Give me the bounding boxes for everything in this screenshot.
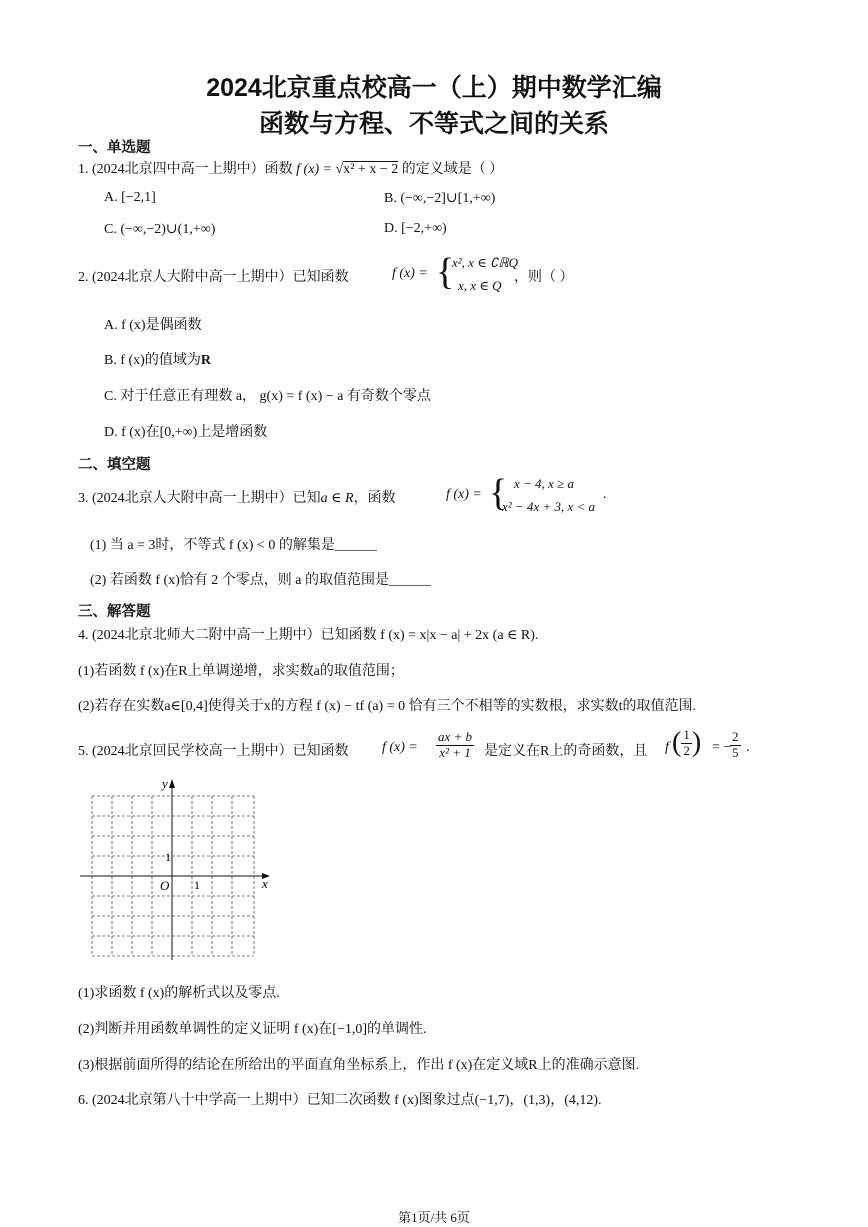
question-6-stem: 6. (2024北京第八十中学高一上期中）已知二次函数 f (x)图象过点(−1,7)，(1,3)，(4,12). — [78, 1093, 602, 1108]
question-3-suffix: . — [603, 487, 607, 502]
origin-label: O — [160, 878, 170, 893]
question-3-case-2: x² − 4x + 3, x < a — [502, 499, 596, 514]
question-5-fraction — [436, 730, 474, 761]
question-3-case-1: x − 4, x ≥ a — [514, 476, 574, 491]
question-3-part-2: (2) 若函数 f (x)恰有 2 个零点，则 a 的取值范围是______ — [90, 573, 432, 588]
question-5-equals: = − — [712, 740, 732, 755]
half-denominator: 2 — [683, 742, 690, 758]
question-1-option-b: B. (−∞,−2]∪[1,+∞) — [384, 191, 496, 206]
piecewise-brace: { — [489, 472, 508, 514]
question-2-option-a: A. f (x)是偶函数 — [104, 318, 202, 333]
doc-title-line2: 函数与方程、不等式之间的关系 — [258, 110, 609, 138]
fraction-numerator: ax + b — [438, 729, 473, 744]
question-2-option-b — [104, 349, 211, 369]
question-5-part-3: (3)根据前面所得的结论在所给出的平面直角坐标系上，作出 f (x)在定义域R上的准确示意图. — [78, 1058, 640, 1073]
question-1-option-d: D. [−2,+∞) — [384, 221, 447, 236]
question-2-option-b-set: R — [200, 353, 211, 368]
question-3-source: 3. (2024北京人大附中高一上期中）已知 — [78, 491, 321, 506]
question-2-prefix: 2. (2024北京人大附中高一上期中）已知函数 — [78, 270, 349, 285]
question-2-suffix: ，则（ ） — [514, 270, 574, 285]
question-5-mid: 是定义在R上的奇函数，且 — [484, 744, 648, 759]
question-2-function: f (x) = — [392, 266, 428, 281]
question-1-prefix: 1. (2024北京四中高一上期中）函数 — [78, 162, 293, 177]
half-numerator: 1 — [683, 726, 690, 742]
question-5-function: f (x) = — [382, 740, 418, 755]
doc-title-line1: 2024北京重点校高一（上）期中数学汇编 — [206, 74, 662, 102]
y-axis-label: y — [162, 776, 168, 791]
question-3-condition: a ∈ R — [320, 491, 354, 506]
question-2-option-c: C. 对于任意正有理数 a， g(x) = f (x) − a 有奇数个零点 — [104, 389, 431, 404]
question-5-prefix: 5. (2024北京回民学校高一上期中）已知函数 — [78, 744, 349, 759]
question-1-radicand: x² + x − 2 — [343, 162, 399, 177]
fraction-denominator: x² + 1 — [439, 744, 471, 760]
question-2-option-d: D. f (x)在[0,+∞)上是增函数 — [104, 425, 268, 440]
section-heading-solution: 三、解答题 — [78, 604, 151, 620]
question-5-part-1: (1)求函数 f (x)的解析式以及零点. — [78, 986, 280, 1001]
y-tick-label: 1 — [165, 850, 171, 864]
question-3-connector: ，函数 — [353, 491, 396, 506]
question-2-case-2: x, x ∈ Q — [458, 278, 502, 293]
piecewise-brace: { — [436, 251, 455, 293]
question-2-case-1: x², x ∈ ∁ℝQ — [452, 255, 519, 270]
question-5-dot: . — [746, 740, 750, 755]
value-denominator: 5 — [732, 744, 739, 760]
question-5-value — [730, 730, 741, 761]
question-1-option-c: C. (−∞,−2)∪(1,+∞) — [104, 222, 216, 237]
question-4-part-2: (2)若存在实数a∈[0,4]使得关于x的方程 f (x) − tf (a) = 0 恰有三个不相等的实数根，求实数t的取值范围. — [78, 699, 696, 714]
x-axis-label: x — [262, 876, 268, 891]
question-1-stem — [78, 158, 503, 178]
section-heading-fill-in: 二、填空题 — [78, 457, 151, 473]
section-heading-single-choice: 一、单选题 — [78, 140, 151, 156]
question-3-prefix — [78, 487, 396, 507]
value-numerator: 2 — [732, 729, 739, 744]
sqrt-symbol: √x² + x − 2 — [335, 162, 399, 177]
question-5-part-2: (2)判断并用函数单调性的定义证明 f (x)在[−1,0]的单调性. — [78, 1022, 427, 1037]
question-1-option-a: A. [−2,1] — [104, 190, 156, 205]
question-3-part-1: (1) 当 a = 3时，不等式 f (x) < 0 的解集是______ — [90, 538, 377, 553]
page-footer: 第1页/共 6页 — [398, 1210, 470, 1225]
coordinate-grid — [78, 776, 278, 960]
question-3-function: f (x) = — [446, 487, 482, 502]
question-1-suffix: 的定义域是（ ） — [401, 162, 504, 177]
y-axis-arrow — [169, 779, 175, 788]
question-2-option-b-text: B. f (x)的值域为 — [104, 353, 201, 368]
question-5-f: f — [665, 740, 669, 755]
question-4-part-1: (1)若函数 f (x)在R上单调递增，求实数a的取值范围； — [78, 664, 404, 679]
question-1-function: f (x) = — [296, 162, 333, 177]
question-5-half: ( $\frac{1}{2}$ ) — [672, 726, 702, 758]
question-4-stem: 4. (2024北京北师大二附中高一上期中）已知函数 f (x) = x|x − a| + 2x (a ∈ R). — [78, 628, 539, 643]
x-tick-label: 1 — [194, 878, 200, 892]
